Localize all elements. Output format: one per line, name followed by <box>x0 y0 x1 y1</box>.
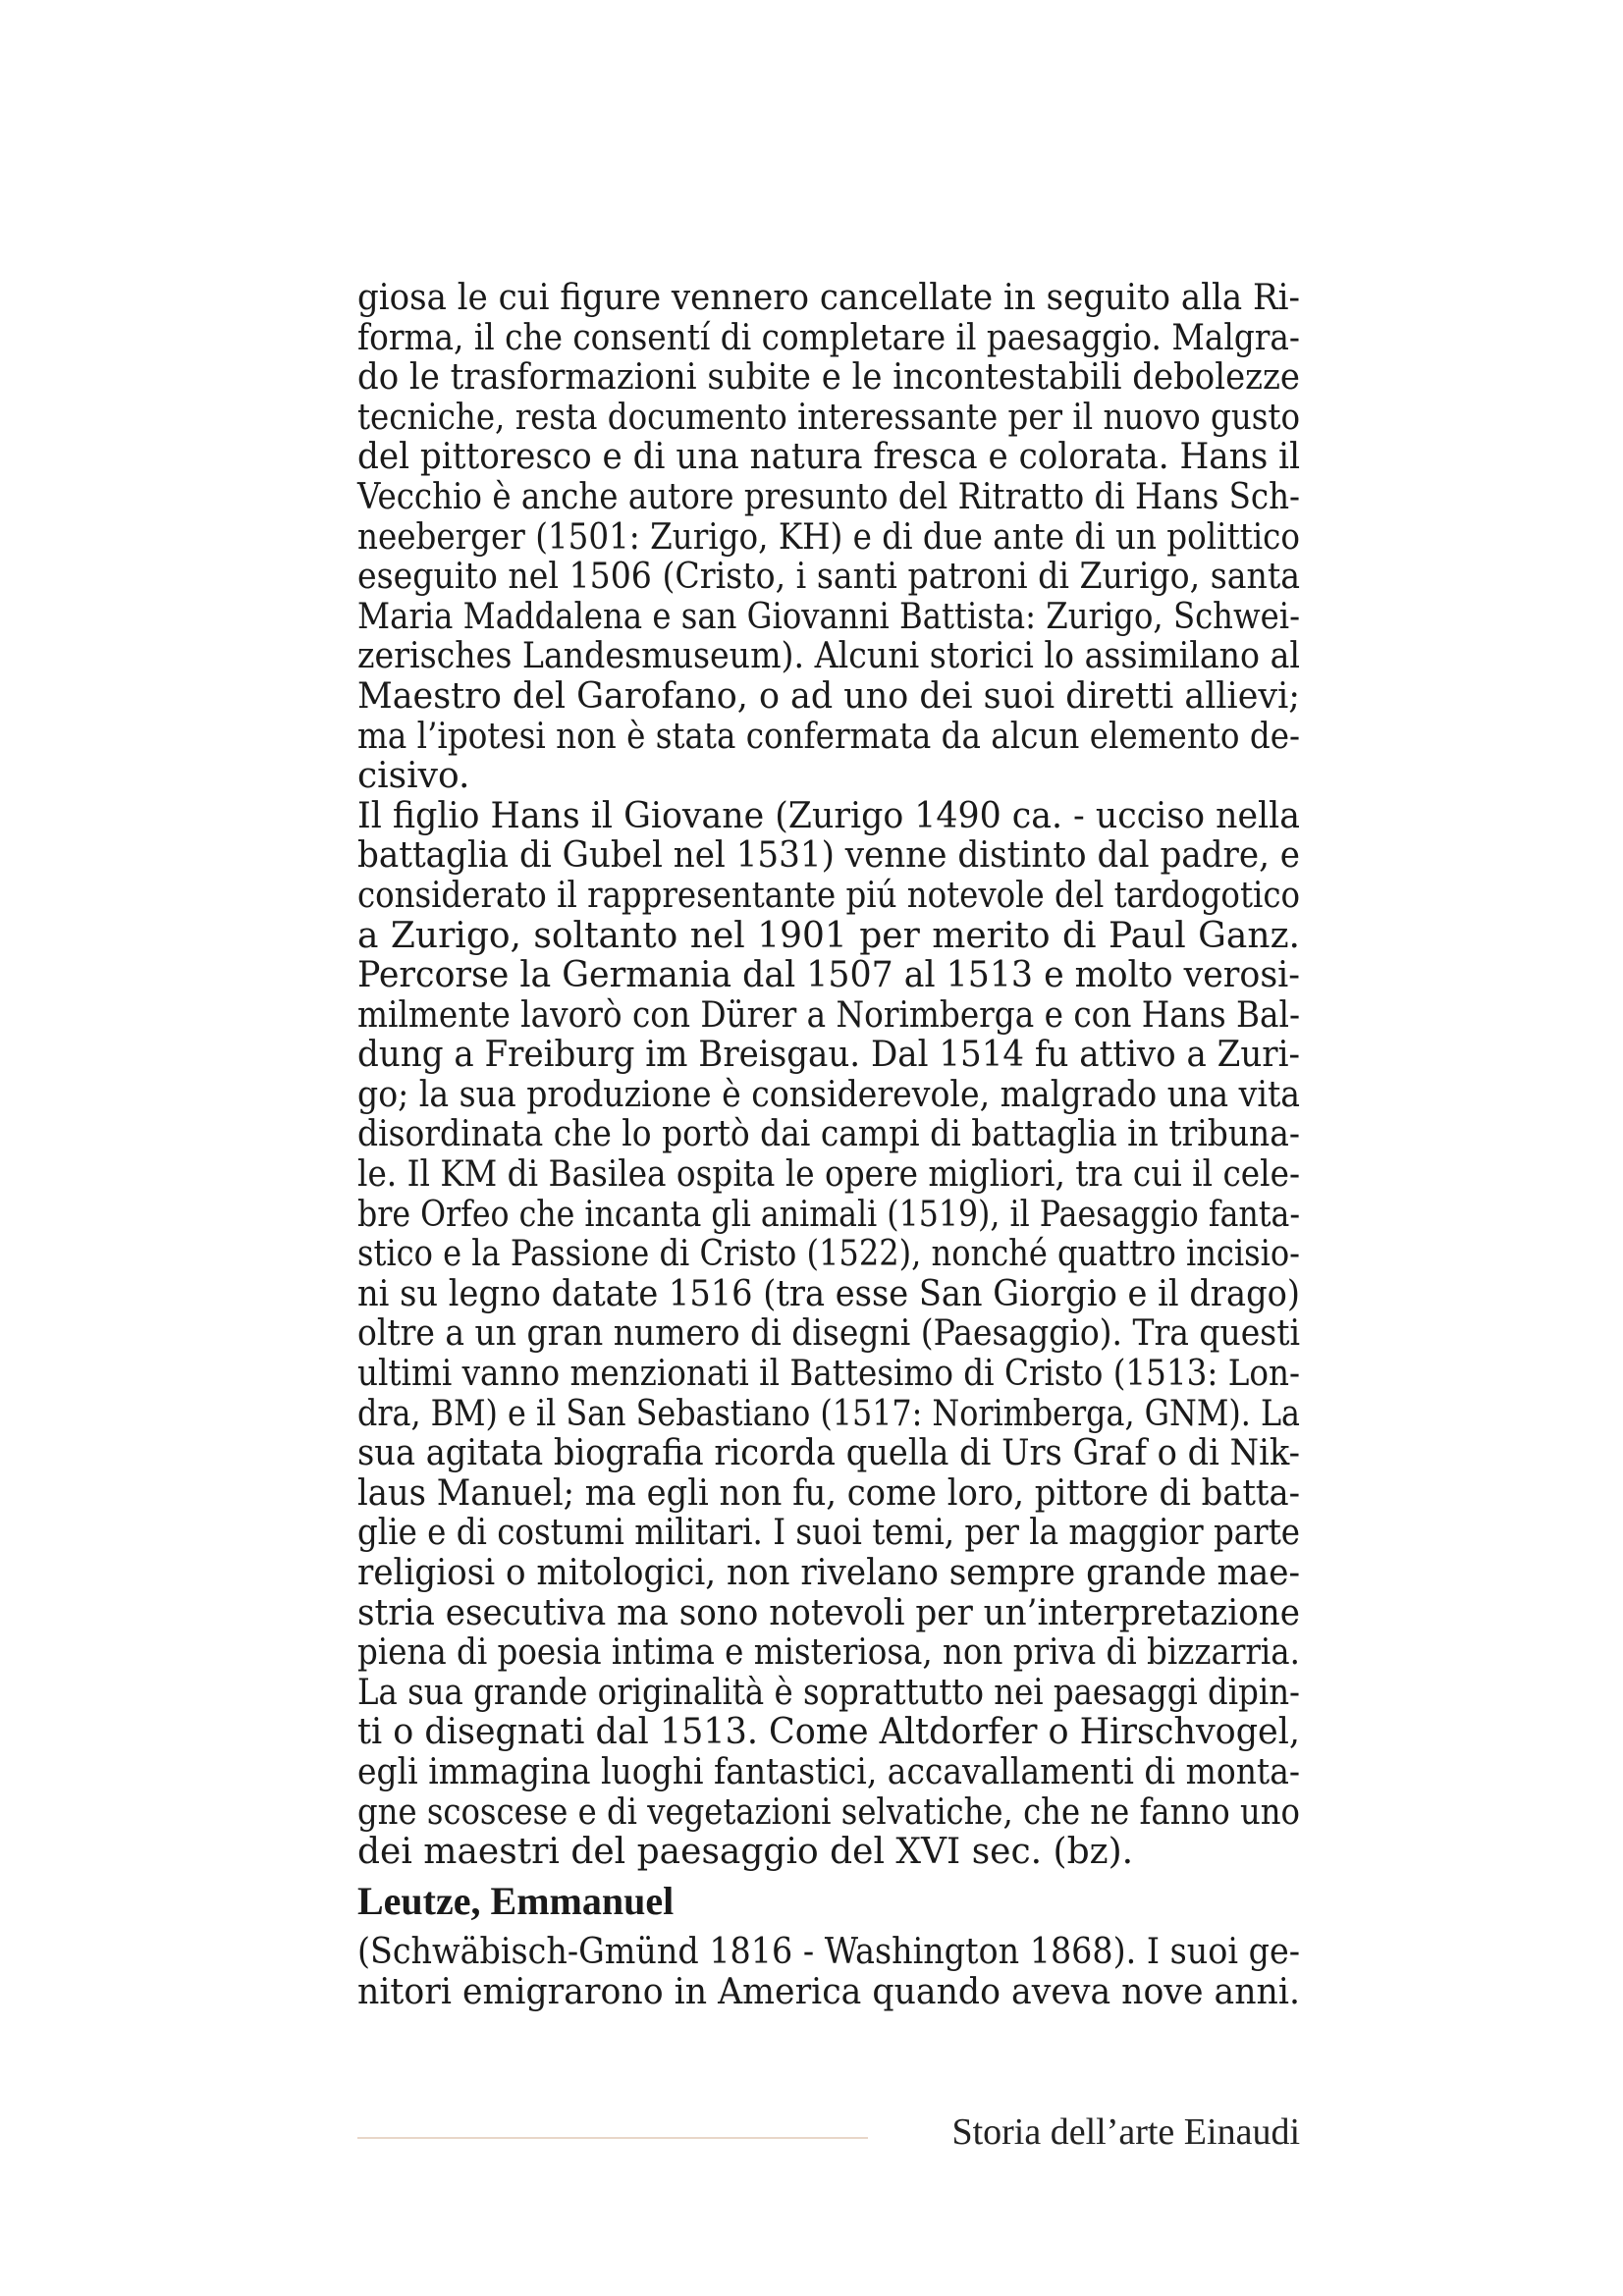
text-line: neeberger (1501: Zurigo, KH) e di due ante di un polittico <box>357 516 1300 558</box>
text-line: disordinata che lo portò dai campi di battaglia in tribuna- <box>357 1114 1300 1155</box>
text-line: milmente lavorò con Dürer a Norimberga e con Hans Bal- <box>357 994 1300 1036</box>
text-line: considerato il rappresentante piú notevole del tardogotico <box>357 875 1300 916</box>
text-line: go; la sua produzione è considerevole, malgrado una vita <box>357 1074 1300 1115</box>
text-line: Vecchio è anche autore presunto del Ritratto di Hans Sch- <box>357 476 1300 517</box>
text-line: nitori emigrarono in America quando aveva nove anni. <box>357 1971 1300 2012</box>
text-line: ni su legno datate 1516 (tra esse San Giorgio e il drago) <box>357 1273 1300 1314</box>
text-line: stria esecutiva ma sono notevoli per un’interpretazione <box>357 1592 1300 1633</box>
text-line: del pittoresco e di una natura fresca e colorata. Hans il <box>357 437 1300 478</box>
text-line: zerisches Landesmuseum). Alcuni storici lo assimilano al <box>357 636 1300 677</box>
text-line: cisivo. <box>357 756 470 797</box>
text-line: egli immagina luoghi fantastici, accavallamenti di monta- <box>357 1751 1300 1792</box>
body-text <box>357 279 1300 1873</box>
text-line: battaglia di Gubel nel 1531) venne distinto dal padre, e <box>357 835 1300 877</box>
text-line: Percorse la Germania dal 1507 al 1513 e molto verosi- <box>357 955 1300 996</box>
text-line: dung a Freiburg im Breisgau. Dal 1514 fu attivo a Zuri- <box>357 1035 1300 1076</box>
text-line: tecniche, resta documento interessante per il nuovo gusto <box>357 397 1300 438</box>
footer-title: Storia dell’arte Einaudi <box>951 2111 1300 2153</box>
text-line: ma l’ipotesi non è stata confermata da alcun elemento de- <box>357 716 1300 757</box>
text-line: Maestro del Garofano, o ad uno dei suoi diretti allievi; <box>357 675 1300 717</box>
text-line: (Schwäbisch-Gmünd 1816 - Washington 1868). I suoi ge- <box>357 1932 1300 1972</box>
text-line: stico e la Passione di Cristo (1522), nonché quattro incisio- <box>357 1234 1300 1275</box>
text-line: Il figlio Hans il Giovane (Zurigo 1490 ca. - ucciso nella <box>357 795 1300 836</box>
text-line: a Zurigo, soltanto nel 1901 per merito di Paul Ganz. <box>357 915 1300 956</box>
text-line: dra, BM) e il San Sebastiano (1517: Norimberga, GNM). La <box>357 1393 1300 1434</box>
text-line: forma, il che consentí di completare il paesaggio. Malgra- <box>357 317 1300 358</box>
paragraph-hans-il-vecchio <box>357 279 1300 797</box>
text-line: La sua grande originalità è soprattutto nei paesaggi dipin- <box>357 1672 1300 1713</box>
text-line: le. Il KM di Basilea ospita le opere migliori, tra cui il cele- <box>357 1154 1300 1196</box>
text-line: laus Manuel; ma egli non fu, come loro, pittore di batta- <box>357 1472 1300 1514</box>
text-line: sua agitata biografia ricorda quella di Urs Graf o di Nik- <box>357 1433 1300 1474</box>
text-line: gne scoscese e di vegetazioni selvatiche, che ne fanno uno <box>357 1791 1300 1833</box>
text-line: do le trasformazioni subite e le incontestabili debolezze <box>357 357 1300 399</box>
text-line: giosa le cui figure vennero cancellate in seguito alla Ri- <box>357 278 1300 318</box>
text-line: piena di poesia intima e misteriosa, non priva di bizzarria. <box>357 1632 1300 1674</box>
text-line: Maria Maddalena e san Giovanni Battista: Zurigo, Schwei- <box>357 596 1300 637</box>
text-line: oltre a un gran numero di disegni (Paesaggio). Tra questi <box>357 1313 1300 1355</box>
paragraph-hans-il-giovane <box>357 797 1300 1873</box>
footer-divider <box>357 2137 868 2139</box>
text-line: ti o disegnati dal 1513. Come Altdorfer o Hirschvogel, <box>357 1712 1300 1753</box>
text-line: ultimi vanno menzionati il Battesimo di Cristo (1513: Lon- <box>357 1354 1300 1395</box>
text-line: bre Orfeo che incanta gli animali (1519), il Paesaggio fanta- <box>357 1194 1300 1235</box>
text-line: dei maestri del paesaggio del XVI sec. (bz). <box>357 1832 1134 1873</box>
entry-heading: Leutze, Emmanuel <box>357 1879 675 1923</box>
entry-body <box>357 1933 1300 2012</box>
text-line: religiosi o mitologici, non rivelano sempre grande mae- <box>357 1553 1300 1593</box>
text-line: glie e di costumi militari. I suoi temi, per la maggior parte <box>357 1513 1300 1554</box>
text-line: eseguito nel 1506 (Cristo, i santi patroni di Zurigo, santa <box>357 557 1300 598</box>
